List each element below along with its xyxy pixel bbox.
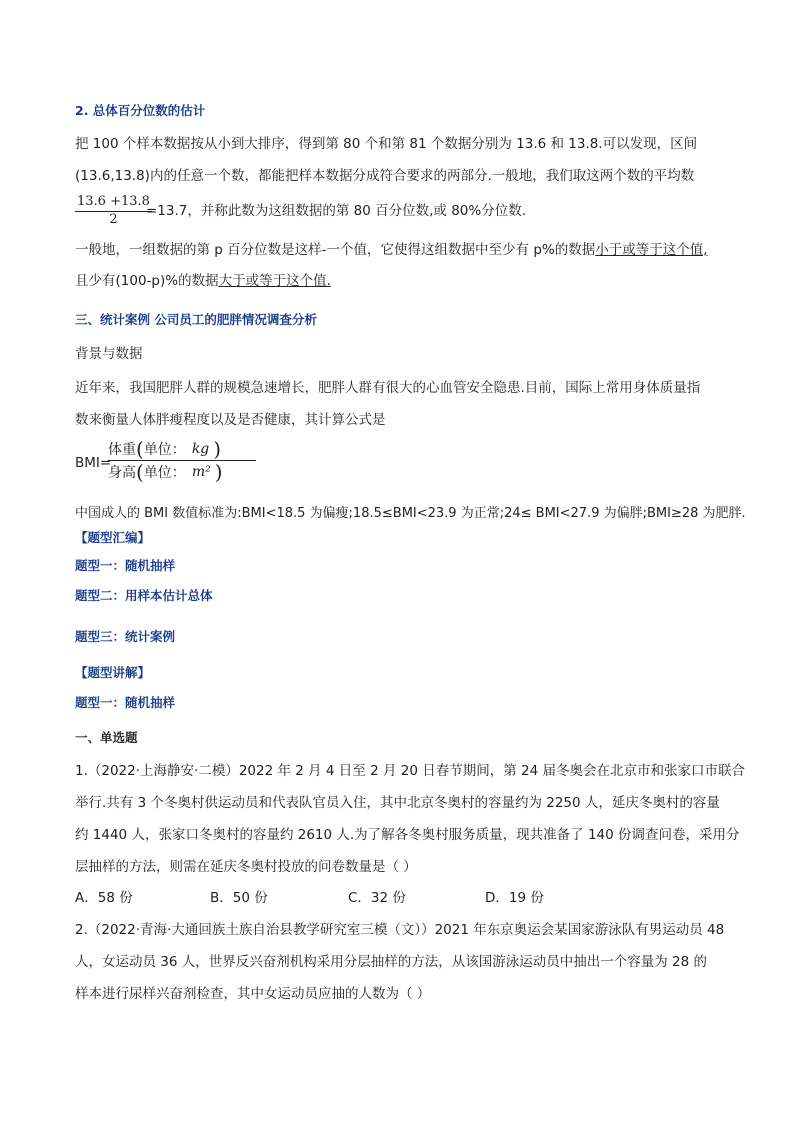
question-1-line: 举行.共有 3 个冬奥村供运动员和代表队官员入住，其中北京冬奥村的容量约为 2250 人，延庆冬奥村的容量 bbox=[75, 795, 720, 811]
bmi-formula bbox=[108, 438, 256, 483]
question-2-line: 2.（2022·青海·大通回族土族自治县教学研究室三模（文））2021 年东京奥运会某国家游泳队有男运动员 48 bbox=[75, 922, 725, 938]
type-item: 题型二：用样本估计总体 bbox=[75, 588, 213, 603]
type-item: 题型一：随机抽样 bbox=[75, 695, 176, 710]
fraction-denominator: 2 bbox=[109, 212, 118, 227]
average-fraction bbox=[75, 194, 152, 227]
section-heading-percentile: 2. 总体百分位数的估计 bbox=[75, 103, 206, 118]
question-2-line: 样本进行尿样兴奋剂检查，其中女运动员应抽的人数为（ ） bbox=[75, 986, 431, 1002]
paragraph-line: 背景与数据 bbox=[75, 346, 143, 362]
section-heading-case: 三、统计案例 公司员工的肥胖情况调查分析 bbox=[75, 312, 317, 327]
paren: ( bbox=[136, 460, 144, 484]
type-item: 题型三：统计案例 bbox=[75, 629, 176, 644]
paren: ( bbox=[136, 437, 144, 461]
paragraph-line: =13.7，并称此数为这组数据的第 80 百分位数,或 80%分位数. bbox=[146, 203, 527, 219]
text-span: 一般地，一组数据的第 p 百分位数是这样-一个值，它使得这组数据中至少有 p%的数据 bbox=[75, 242, 596, 258]
paragraph-line: (13.6,13.8)内的任意一个数，都能把样本数据分成符合要求的两部分.一般地，我们取这两个数的平均数 bbox=[75, 168, 695, 184]
type-explain-heading: 【题型讲解】 bbox=[75, 665, 151, 680]
text-span: 且少有(100-p)%的数据 bbox=[75, 273, 219, 289]
bmi-numerator bbox=[108, 438, 256, 460]
option-a: A．58 份 bbox=[75, 890, 133, 906]
fraction-numerator: 13.6 +13.8 bbox=[77, 194, 150, 209]
paragraph-line: 数来衡量人体胖瘦程度以及是否健康，其计算公式是 bbox=[75, 412, 386, 428]
paragraph-line: 把 100 个样本数据按从小到大排序，得到第 80 个和第 81 个数据分别为 13.6 和 13.8.可以发现，区间 bbox=[75, 136, 698, 152]
paren: ) bbox=[214, 460, 223, 484]
underlined-text: 大于或等于这个值. bbox=[218, 273, 331, 289]
paragraph-line bbox=[75, 240, 708, 260]
unit-m2: m² bbox=[191, 464, 211, 480]
text-span: 身高 bbox=[108, 465, 136, 481]
bmi-denominator bbox=[108, 461, 256, 483]
text-span: 单位： bbox=[143, 465, 186, 481]
type-summary-heading: 【题型汇编】 bbox=[75, 530, 151, 545]
option-c: C．32 份 bbox=[348, 890, 406, 906]
question-1-line: 1.（2022·上海静安·二模）2022 年 2 月 4 日至 2 月 20 日春节期间，第 24 届冬奥会在北京市和张家口市联合 bbox=[75, 763, 746, 779]
text-span: 体重 bbox=[108, 442, 136, 458]
paren: ) bbox=[213, 437, 222, 461]
paragraph-line bbox=[75, 271, 331, 291]
bmi-label: BMI= bbox=[75, 455, 112, 471]
paragraph-line: 近年来，我国肥胖人群的规模急速增长，肥胖人群有很大的心血管安全隐患.目前，国际上常用身体质量指 bbox=[75, 380, 701, 396]
option-d: D．19 份 bbox=[485, 890, 544, 906]
question-1-line: 约 1440 人，张家口冬奥村的容量约 2610 人.为了解各冬奥村服务质量，现共准备了 140 份调查问卷，采用分 bbox=[75, 827, 740, 843]
single-choice-heading: 一、单选题 bbox=[75, 730, 138, 745]
paragraph-line: 中国成人的 BMI 数值标准为:BMI<18.5 为偏瘦;18.5≤BMI<23.9 为正常;24≤ BMI<27.9 为偏胖;BMI≥28 为肥胖. bbox=[75, 506, 746, 521]
text-span: 单位： bbox=[143, 442, 186, 458]
question-1-line: 层抽样的方法，则需在延庆冬奥村投放的问卷数量是（ ） bbox=[75, 859, 417, 875]
type-item: 题型一：随机抽样 bbox=[75, 558, 176, 573]
question-2-line: 人，女运动员 36 人，世界反兴奋剂机构采用分层抽样的方法，从该国游泳运动员中抽出一个容量为 28 的 bbox=[75, 954, 708, 970]
unit-kg: kg bbox=[191, 441, 210, 457]
option-b: B．50 份 bbox=[210, 890, 268, 906]
underlined-text: 小于或等于这个值, bbox=[595, 242, 708, 258]
